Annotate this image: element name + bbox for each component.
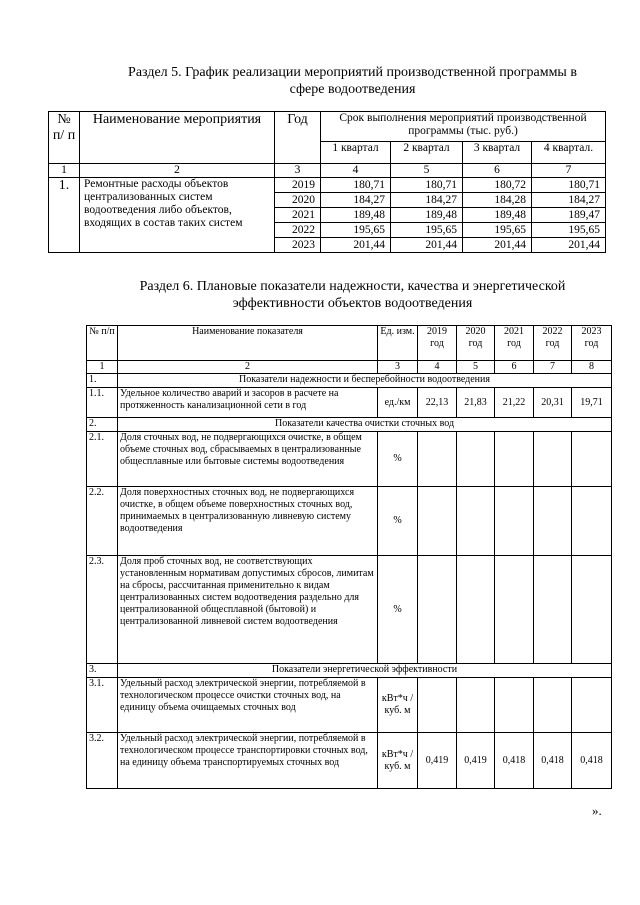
value-cell: 195,65: [321, 223, 391, 238]
value-cell: 189,48: [391, 208, 463, 223]
header-q3: 3 квартал: [463, 142, 532, 164]
row-unit: кВт*ч /куб. м: [378, 733, 418, 789]
row-unit: %: [378, 432, 418, 487]
value-cell: [572, 487, 612, 556]
year-cell: 2019: [275, 178, 321, 193]
header-q1: 1 квартал: [321, 142, 391, 164]
header-year: 2022 год: [534, 326, 572, 361]
col-number: 6: [463, 164, 532, 178]
col-number: 7: [534, 361, 572, 374]
col-number: 6: [495, 361, 534, 374]
group-title: Показатели качества очистки сточных вод: [118, 418, 612, 432]
header-num: № п/п: [87, 326, 118, 361]
value-cell: 184,28: [463, 193, 532, 208]
header-year: 2021 год: [495, 326, 534, 361]
row-num: 2.1.: [87, 432, 118, 487]
value-cell: [457, 487, 495, 556]
value-cell: [534, 432, 572, 487]
header-num: № п/ п: [49, 112, 80, 164]
value-cell: 180,71: [321, 178, 391, 193]
header-q2: 2 квартал: [391, 142, 463, 164]
value-cell: 184,27: [532, 193, 606, 208]
header-year: Год: [275, 112, 321, 164]
section6-title: [60, 278, 640, 312]
row-num: 3.2.: [87, 733, 118, 789]
section6-title-line2: эффективности объектов водоотведения: [232, 296, 473, 311]
row-name: Доля проб сточных вод, не соответствующих установленным нормативам допустимых сбросов, лимитам на сбросы, рассчитанная применительно к видам централизованных систем водоотведения раздельно для централизованной общесплавной (бытовой) и централизованной ливневой систем водоотведения: [118, 556, 378, 664]
col-number: 2: [80, 164, 275, 178]
header-term: Срок выполнения мероприятий производственной программы (тыс. руб.): [321, 112, 606, 142]
row-name: Ремонтные расходы объектов централизованных систем водоотведения либо объектов, входящих в состав таких систем: [80, 178, 275, 253]
value-cell: [495, 556, 534, 664]
group-num: 3.: [87, 664, 118, 678]
col-number: 1: [49, 164, 80, 178]
value-cell: 195,65: [463, 223, 532, 238]
value-cell: 180,72: [463, 178, 532, 193]
value-cell: 19,71: [572, 388, 612, 418]
value-cell: [418, 678, 457, 733]
row-num: 1.1.: [87, 388, 118, 418]
row-num: 1.: [49, 178, 80, 253]
value-cell: 201,44: [321, 238, 391, 253]
value-cell: 0,418: [495, 733, 534, 789]
header-unit: Ед. изм.: [378, 326, 418, 361]
header-year: 2020 год: [457, 326, 495, 361]
group-num: 1.: [87, 374, 118, 388]
col-number: 7: [532, 164, 606, 178]
value-cell: 184,27: [321, 193, 391, 208]
header-q4: 4 квартал.: [532, 142, 606, 164]
value-cell: 21,22: [495, 388, 534, 418]
year-cell: 2023: [275, 238, 321, 253]
closing-quote: ».: [592, 803, 602, 818]
value-cell: 201,44: [463, 238, 532, 253]
value-cell: [495, 432, 534, 487]
schedule-table: [48, 111, 606, 253]
col-number: 8: [572, 361, 612, 374]
value-cell: 201,44: [391, 238, 463, 253]
value-cell: [495, 487, 534, 556]
row-num: 3.1.: [87, 678, 118, 733]
group-num: 2.: [87, 418, 118, 432]
row-name: Удельный расход электрической энергии, потребляемой в технологическом процессе транспортировки сточных вод, на единицу объема транспортируемых сточных вод: [118, 733, 378, 789]
col-number: 1: [87, 361, 118, 374]
section6-title-line1: Раздел 6. Плановые показатели надежности, качества и энергетической: [139, 279, 566, 294]
section5-title-line1: Раздел 5. График реализации мероприятий производственной программы в: [128, 65, 577, 80]
row-unit: кВт*ч /куб. м: [378, 678, 418, 733]
value-cell: 195,65: [391, 223, 463, 238]
value-cell: [418, 432, 457, 487]
value-cell: 0,419: [457, 733, 495, 789]
header-year: 2023 год: [572, 326, 612, 361]
section5-title: [60, 64, 640, 98]
row-name: Удельное количество аварий и засоров в расчете на протяженность канализационной сети в год: [118, 388, 378, 418]
value-cell: [534, 678, 572, 733]
col-number: 4: [321, 164, 391, 178]
header-year: 2019 год: [418, 326, 457, 361]
value-cell: [534, 556, 572, 664]
value-cell: [418, 556, 457, 664]
row-name: Доля поверхностных сточных вод, не подвергающихся очистке, в общем объеме поверхностных сточных вод, принимаемых в централизованную ливневую систему водоотведения: [118, 487, 378, 556]
row-num: 2.3.: [87, 556, 118, 664]
header-name: Наименование мероприятия: [80, 112, 275, 164]
value-cell: 20,31: [534, 388, 572, 418]
value-cell: 0,418: [534, 733, 572, 789]
row-name: Доля сточных вод, не подвергающихся очистке, в общем объеме сточных вод, сбрасываемых в централизованные общесплавные или бытовые системы водоотведения: [118, 432, 378, 487]
value-cell: [457, 556, 495, 664]
col-number: 3: [378, 361, 418, 374]
row-unit: %: [378, 556, 418, 664]
year-cell: 2021: [275, 208, 321, 223]
col-number: 5: [457, 361, 495, 374]
value-cell: 21,83: [457, 388, 495, 418]
value-cell: 184,27: [391, 193, 463, 208]
value-cell: 0,418: [572, 733, 612, 789]
col-number: 5: [391, 164, 463, 178]
value-cell: 189,48: [321, 208, 391, 223]
year-cell: 2020: [275, 193, 321, 208]
value-cell: [495, 678, 534, 733]
value-cell: [572, 556, 612, 664]
value-cell: 180,71: [532, 178, 606, 193]
value-cell: [457, 432, 495, 487]
group-title: Показатели энергетической эффективности: [118, 664, 612, 678]
row-num: 2.2.: [87, 487, 118, 556]
value-cell: 22,13: [418, 388, 457, 418]
row-unit: ед./км: [378, 388, 418, 418]
value-cell: [418, 487, 457, 556]
col-number: 4: [418, 361, 457, 374]
row-name: Удельный расход электрической энергии, потребляемой в технологическом процессе очистки сточных вод, на единицу объема очищаемых сточных вод: [118, 678, 378, 733]
value-cell: 189,48: [463, 208, 532, 223]
value-cell: 189,47: [532, 208, 606, 223]
value-cell: [457, 678, 495, 733]
row-unit: %: [378, 487, 418, 556]
header-name: Наименование показателя: [118, 326, 378, 361]
value-cell: 180,71: [391, 178, 463, 193]
indicators-table: [86, 325, 612, 789]
value-cell: 0,419: [418, 733, 457, 789]
value-cell: 201,44: [532, 238, 606, 253]
value-cell: [534, 487, 572, 556]
value-cell: [572, 678, 612, 733]
col-number: 2: [118, 361, 378, 374]
section5-title-line2: сфере водоотведения: [289, 82, 416, 97]
year-cell: 2022: [275, 223, 321, 238]
col-number: 3: [275, 164, 321, 178]
value-cell: 195,65: [532, 223, 606, 238]
value-cell: [572, 432, 612, 487]
group-title: Показатели надежности и бесперебойности водоотведения: [118, 374, 612, 388]
